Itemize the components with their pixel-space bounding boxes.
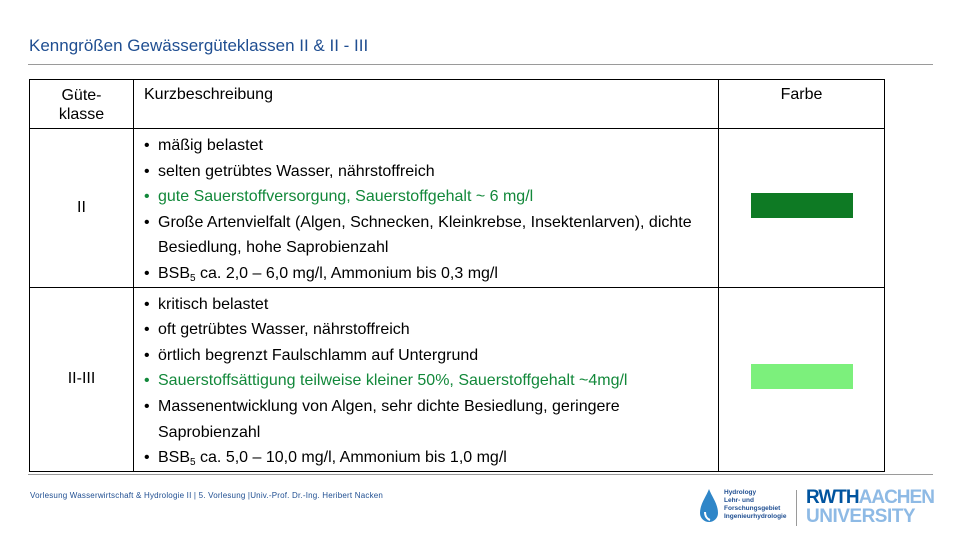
list-item: • örtlich begrenzt Faulschlamm auf Untergrund [144, 343, 708, 369]
list-item: • Große Artenvielfalt (Algen, Schnecken, Kleinkrebse, Insektenlarven), dichte Besiedlung, hohe Saprobienzahl [144, 210, 708, 261]
water-drop-icon [698, 488, 720, 526]
header-kurzbeschreibung: Kurzbeschreibung [134, 80, 719, 129]
header-klasse-line1: Güte- [61, 87, 102, 104]
header-farbe: Farbe [719, 80, 885, 129]
list-item: • Massenentwicklung von Algen, sehr dichte Besiedlung, geringere Saprobienzahl [144, 394, 708, 445]
list-item-bsb: • $BSB_5$ ca. 2,0 – 6,0 mg/l, Ammonium bis 0,3 mg/l [144, 261, 708, 287]
table-header-row [30, 80, 885, 129]
header-klasse-line2: klasse [58, 106, 105, 123]
description-cell [134, 129, 719, 288]
list-item: • mäßig belastet [144, 133, 708, 159]
table-row [30, 287, 885, 471]
bullet-list [144, 292, 708, 471]
list-item: • selten getrübtes Wasser, nährstoffreich [144, 159, 708, 185]
water-quality-table [29, 79, 885, 472]
list-item-bsb: • $BSB_5$ ca. 5,0 – 10,0 mg/l, Ammonium bis 1,0 mg/l [144, 445, 708, 471]
table-row [30, 129, 885, 288]
klasse-cell: II-III [30, 287, 134, 471]
description-cell [134, 287, 719, 471]
header-klasse [30, 80, 134, 129]
page-title: Kenngrößen Gewässergüteklassen II & II - III [29, 36, 369, 55]
farbe-cell [719, 129, 885, 288]
footer-text: Vorlesung Wasserwirtschaft & Hydrologie II | 5. Vorlesung |Univ.-Prof. Dr.-Ing. Heribert Nacken [30, 491, 384, 500]
bottom-divider [28, 474, 933, 475]
logo-divider [796, 490, 797, 526]
list-item: • oft getrübtes Wasser, nährstoffreich [144, 317, 708, 343]
bullet-list [144, 133, 708, 287]
list-item: • kritisch belastet [144, 292, 708, 318]
top-divider [28, 64, 933, 65]
institute-logo-text: Hydrology Lehr- und Forschungsgebiet Ingenieurhydrologie [724, 489, 787, 520]
klasse-cell: II [30, 129, 134, 288]
color-swatch [751, 364, 853, 389]
color-swatch [751, 193, 853, 218]
rwth-logo: RWTHAACHEN UNIVERSITY [806, 487, 934, 527]
list-item: • gute Sauerstoffversorgung, Sauerstoffgehalt ~ 6 mg/l [144, 184, 708, 210]
list-item: • Sauerstoffsättigung teilweise kleiner 50%, Sauerstoffgehalt ~4mg/l [144, 368, 708, 394]
farbe-cell [719, 287, 885, 471]
